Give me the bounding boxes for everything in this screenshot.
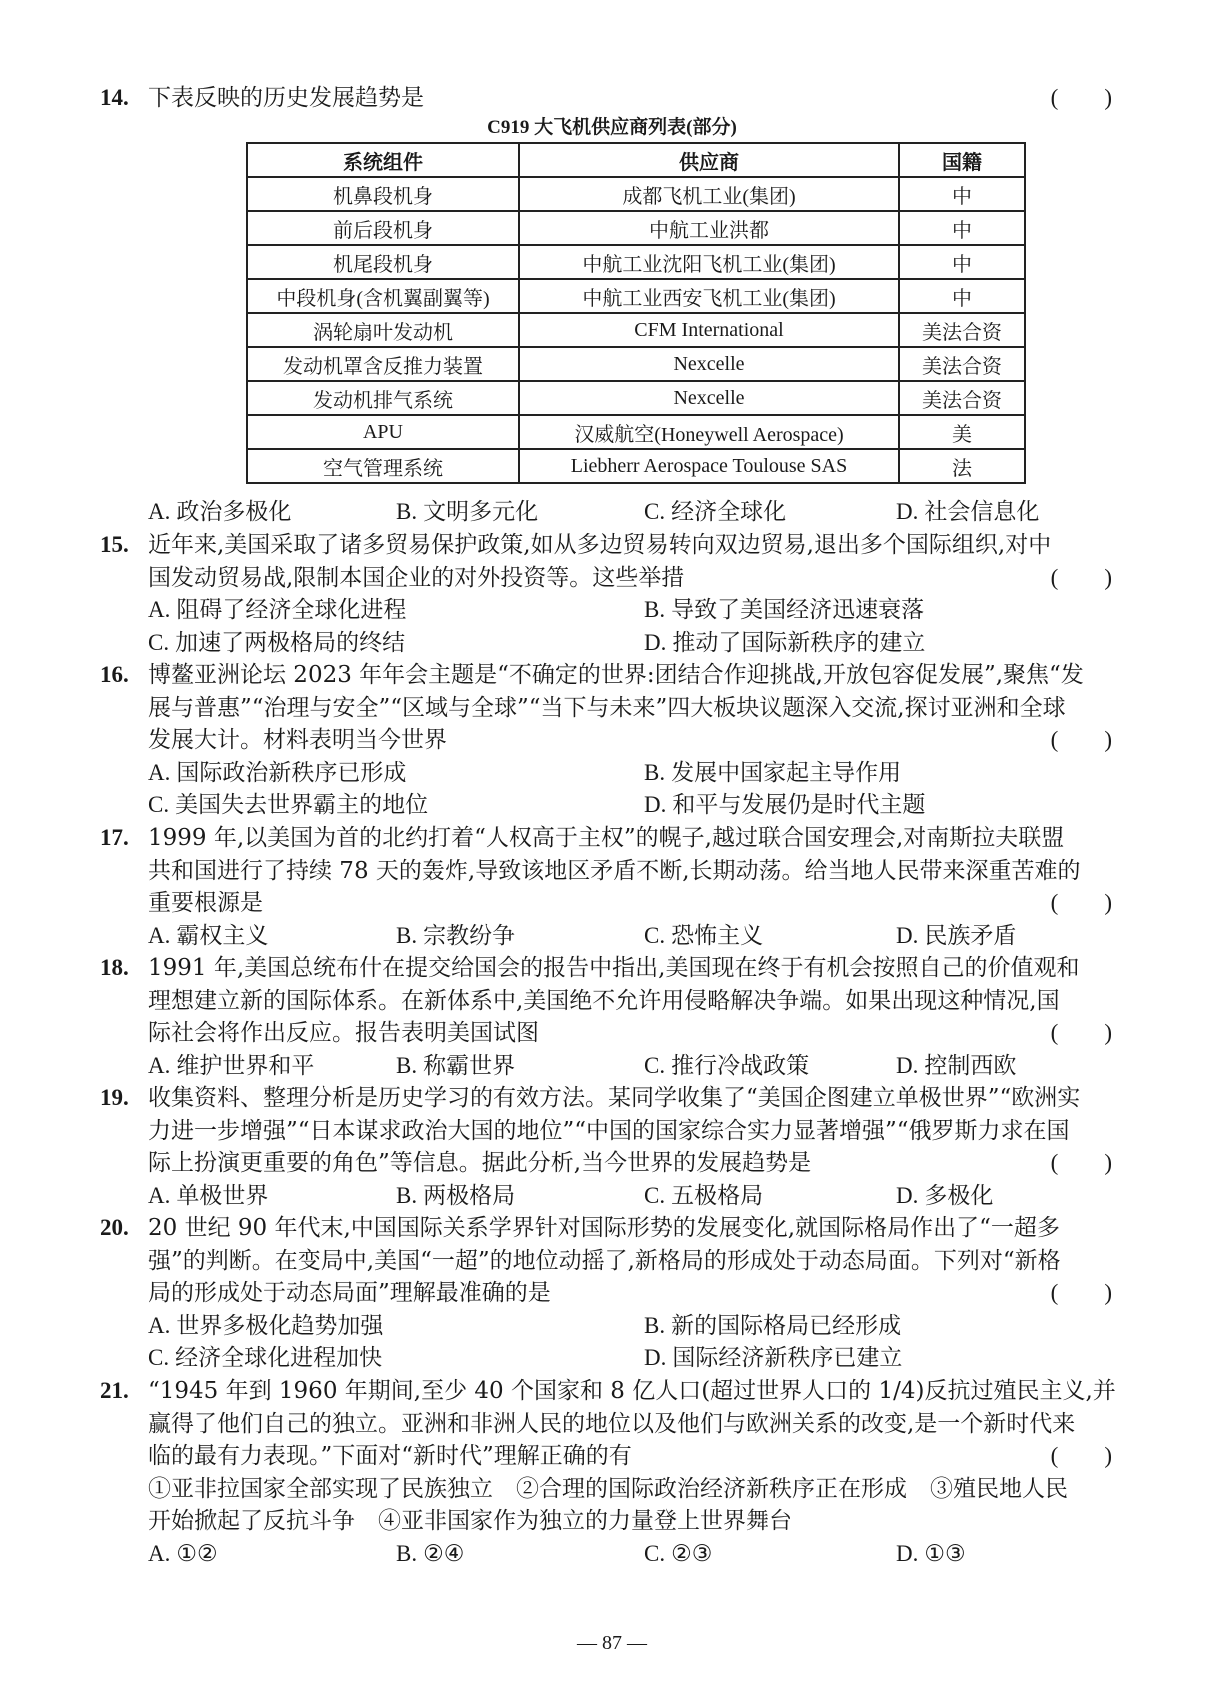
option-b[interactable]: B. 发展中国家起主导作用 [644,759,902,786]
option-b[interactable]: B. 文明多元化 [396,499,539,525]
option-d[interactable]: D. 和平与发展仍是时代主题 [644,792,926,818]
header-cell: 供应商 [519,143,899,177]
table-cell: 成都飞机工业(集团) [519,177,899,211]
question-stem [100,82,1140,115]
table-cell: 前后段机身 [247,211,519,245]
table-cell: 美法合资 [899,313,1025,347]
options-row [100,1342,1140,1375]
table-row [247,415,1025,449]
stem-line: 展与普惠”“治理与安全”“区域与全球”“当下与未来”四大板块议题深入交流,探讨亚洲和全球 [148,694,1066,721]
answer-bracket: ( ) [1050,1020,1112,1045]
table-cell: 发动机罩含反推力装置 [247,347,519,381]
answer-bracket: ( ) [1050,1280,1112,1305]
answer-bracket: ( ) [1050,85,1112,110]
options-row [100,757,1140,790]
table-row [247,245,1025,279]
question-18 [100,952,1140,1082]
question-number: 21. [100,1378,129,1403]
options-row [100,1180,1140,1213]
table-cell: APU [247,415,519,449]
stem-line: 17. 1999 年,以美国为首的北约打着“人权高于主权”的幌子,越过联合国安理会,对南斯拉夫联盟 [100,822,1140,855]
question-17 [100,822,1140,952]
stem-line: 际社会将作出反应。报告表明美国试图 ( ) [100,1017,1140,1050]
header-cell: 国籍 [899,143,1025,177]
table-title: C919 大飞机供应商列表(部分) [487,117,737,138]
question-number: 17. [100,825,129,850]
question-number: 16. [100,662,129,687]
options-row [100,1050,1140,1083]
option-c[interactable]: C. 五极格局 [644,1182,764,1209]
option-a[interactable]: A. 世界多极化趋势加强 [148,1312,384,1339]
stem-line: 理想建立新的国际体系。在新体系中,美国绝不允许用侵略解决争端。如果出现这种情况,国 [148,987,1060,1014]
table-cell: 中 [899,279,1025,313]
statement-line: ①亚非拉国家全部实现了民族独立 ②合理的国际政治经济新秩序正在形成 ③殖民地人民 [148,1475,1068,1502]
option-d[interactable]: D. 推动了国际新秩序的建立 [644,629,926,656]
option-a[interactable]: A. ①② [148,1540,218,1567]
table-cell: 中段机身(含机翼副翼等) [247,279,519,313]
table-cell: 中航工业西安飞机工业(集团) [519,279,899,313]
table-row [247,347,1025,381]
table-cell: 机尾段机身 [247,245,519,279]
question-number: 18. [100,955,129,980]
option-b[interactable]: B. 称霸世界 [396,1052,516,1079]
option-b[interactable]: B. 两极格局 [396,1182,516,1209]
table-cell: Liebherr Aerospace Toulouse SAS [519,449,899,483]
table-cell: 中航工业洪都 [519,211,899,245]
table-cell: 汉威航空(Honeywell Aerospace) [519,415,899,449]
options-row [100,920,1140,953]
question-19 [100,1082,1140,1212]
option-d[interactable]: D. 国际经济新秩序已建立 [644,1345,903,1371]
stem-line: 国发动贸易战,限制本国企业的对外投资等。这些举措 ( ) [100,562,1140,595]
stem-line: 局的形成处于动态局面”理解最准确的是 ( ) [100,1277,1140,1310]
options-row [100,789,1140,822]
question-21 [100,1375,1140,1570]
options-row [100,1310,1140,1343]
question-number: 20. [100,1215,129,1240]
table-row [247,279,1025,313]
answer-bracket: ( ) [1050,890,1112,915]
option-b[interactable]: B. 导致了美国经济迅速衰落 [644,597,925,623]
table-cell: 美法合资 [899,381,1025,415]
table-row [247,313,1025,347]
table-cell: Nexcelle [519,381,899,415]
option-b[interactable]: B. 新的国际格局已经形成 [644,1312,902,1339]
option-c[interactable]: C. 经济全球化 [644,499,787,525]
question-number: 15. [100,532,129,557]
option-a[interactable]: A. 霸权主义 [148,922,269,949]
table-cell: 法 [899,449,1025,483]
answer-bracket: ( ) [1050,564,1112,590]
options-row [100,594,1140,627]
answer-bracket: ( ) [1050,1443,1112,1468]
option-c[interactable]: C. ②③ [644,1540,713,1567]
stem-line: 际上扮演更重要的角色”等信息。据此分析,当今世界的发展趋势是 ( ) [100,1147,1140,1180]
options-row [100,496,1140,529]
option-a[interactable]: A. 单极世界 [148,1182,269,1209]
option-d[interactable]: D. 多极化 [896,1182,994,1209]
table-cell: 机鼻段机身 [247,177,519,211]
option-a[interactable]: A. 国际政治新秩序已形成 [148,759,407,786]
question-16 [100,659,1140,822]
option-d[interactable]: D. 社会信息化 [896,499,1040,525]
stem-line: 赢得了他们自己的独立。亚洲和非洲人民的地位以及他们与欧洲关系的改变,是一个新时代来 [148,1410,1076,1437]
table-header-row [247,143,1025,177]
question-20 [100,1212,1140,1375]
question-14 [100,82,1140,115]
table-cell: 中 [899,177,1025,211]
stem-line: 18. 1991 年,美国总统布什在提交给国会的报告中指出,美国现在终于有机会按照自己的价值观和 [100,952,1140,985]
table-cell: 中航工业沈阳飞机工业(集团) [519,245,899,279]
option-a[interactable]: A. 维护世界和平 [148,1052,315,1079]
table-cell: 中 [899,245,1025,279]
supplier-table [246,142,1026,484]
table-row [247,449,1025,483]
question-number: 19. [100,1085,129,1110]
table-cell: 美 [899,415,1025,449]
option-c[interactable]: C. 加速了两极格局的终结 [148,629,406,656]
question-14-options [100,496,1140,529]
options-row [100,627,1140,660]
table-cell: 发动机排气系统 [247,381,519,415]
table-cell: CFM International [519,313,899,347]
stem-line: 临的最有力表现。”下面对“新时代”理解正确的有 ( ) [100,1440,1140,1473]
table-row [247,381,1025,415]
statement-line: 开始掀起了反抗斗争 ④亚非国家作为独立的力量登上世界舞台 [148,1508,792,1534]
stem-line: 发展大计。材料表明当今世界 ( ) [100,724,1140,757]
stem-line: 16. 博鳌亚洲论坛 2023 年年会主题是“不确定的世界:团结合作迎挑战,开放包容促发展”,聚焦“发 [100,659,1140,692]
question-number: 14. [100,85,129,110]
option-c[interactable]: C. 经济全球化进程加快 [148,1345,383,1371]
stem-text: 下表反映的历史发展趋势是 [148,85,424,111]
page-number: — 87 — [577,1632,647,1654]
table-row [247,211,1025,245]
table-row [247,177,1025,211]
options-row [100,1538,1140,1571]
table-cell: 涡轮扇叶发动机 [247,313,519,347]
option-c[interactable]: C. 恐怖主义 [644,922,764,949]
header-cell: 系统组件 [247,143,519,177]
stem-line: 19. 收集资料、整理分析是历史学习的有效方法。某同学收集了“美国企图建立单极世界”“欧洲实 [100,1082,1140,1115]
option-d[interactable]: D. 控制西欧 [896,1052,1017,1079]
option-d[interactable]: D. ①③ [896,1540,966,1567]
option-b[interactable]: B. 宗教纷争 [396,922,516,949]
stem-line: 15. 近年来,美国采取了诸多贸易保护政策,如从多边贸易转向双边贸易,退出多个国际组织,对中 [100,529,1140,562]
table-cell: 中 [899,211,1025,245]
answer-bracket: ( ) [1050,727,1112,752]
option-d[interactable]: D. 民族矛盾 [896,922,1017,949]
option-b[interactable]: B. ②④ [396,1540,465,1567]
answer-bracket: ( ) [1050,1150,1112,1175]
stem-line: 共和国进行了持续 78 天的轰炸,导致该地区矛盾不断,长期动荡。给当地人民带来深重苦难的 [148,857,1081,884]
question-15 [100,529,1140,659]
option-a[interactable]: A. 政治多极化 [148,499,292,525]
option-c[interactable]: C. 美国失去世界霸主的地位 [148,792,429,818]
stem-line: 力进一步增强”“日本谋求政治大国的地位”“中国的国家综合实力显著增强”“俄罗斯力求在国 [148,1117,1070,1144]
option-a[interactable]: A. 阻碍了经济全球化进程 [148,597,407,623]
option-c[interactable]: C. 推行冷战政策 [644,1052,810,1079]
table-cell: 空气管理系统 [247,449,519,483]
table-cell: Nexcelle [519,347,899,381]
stem-line: 强”的判断。在变局中,美国“一超”的地位动摇了,新格局的形成处于动态局面。下列对“新格 [148,1247,1061,1274]
table-cell: 美法合资 [899,347,1025,381]
stem-line: 21. “1945 年到 1960 年期间,至少 40 个国家和 8 亿人口(超过世界人口的 1/4)反抗过殖民主义,并 [100,1375,1140,1408]
stem-line: 重要根源是 ( ) [100,887,1140,920]
stem-line: 20. 20 世纪 90 年代末,中国国际关系学界针对国际形势的发展变化,就国际格局作出了“一超多 [100,1212,1140,1245]
